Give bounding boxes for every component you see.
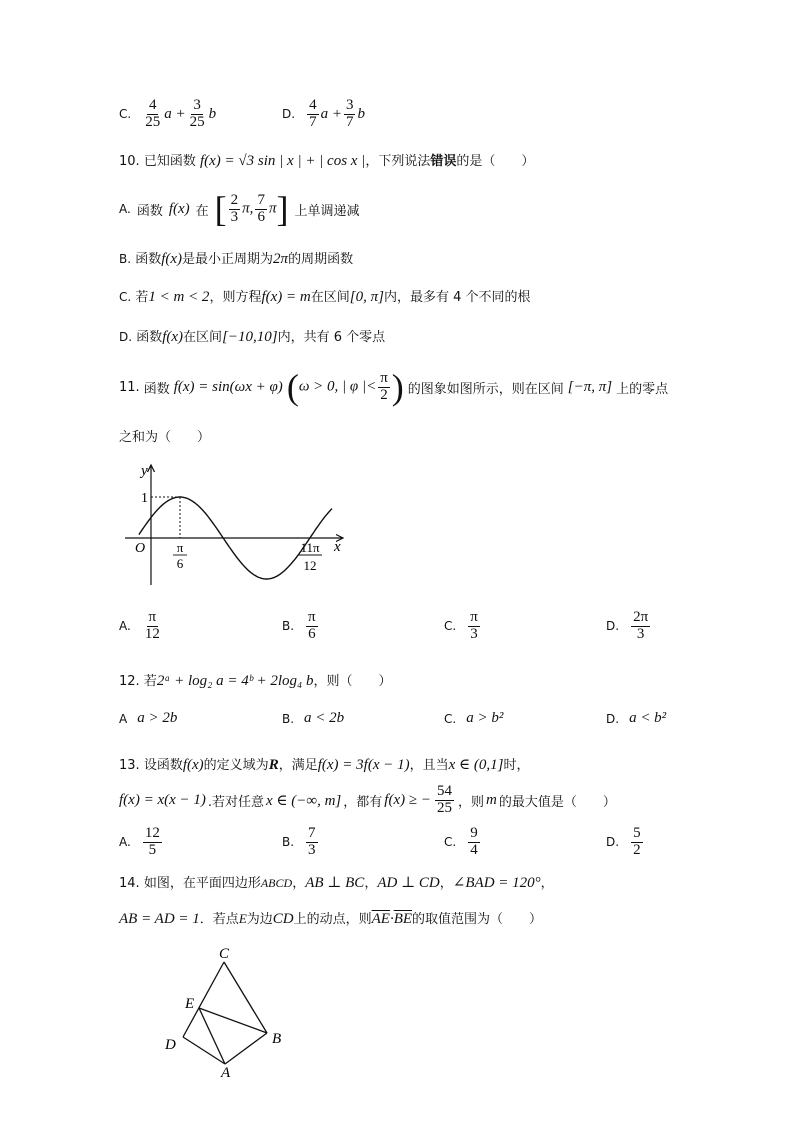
formula: f(x) = sin(ωx + φ) [173, 378, 283, 395]
formula: ω > 0, | φ |< [298, 378, 377, 395]
option-1 [282, 826, 320, 859]
formula: x ∈ (−∞, m] [266, 792, 342, 809]
stem-text: ，下列说法 [365, 154, 431, 169]
y-tick-one: 1 [141, 491, 148, 506]
formula: ∠BAD = 120° [452, 875, 541, 891]
option-label: D. [119, 330, 133, 344]
fraction: $\frac{4}{7}$ [309, 97, 317, 130]
option-label: C. [444, 711, 457, 726]
q10-stem [119, 150, 534, 170]
option-label: B. [282, 619, 295, 634]
option-label: B. [119, 252, 132, 266]
fraction: $\frac{54}{25}$ [436, 783, 452, 816]
question-number: 14. [119, 876, 140, 891]
stem-text: ， [292, 876, 306, 891]
emphasis-text: 错误 [430, 154, 457, 169]
option-2 [444, 826, 482, 859]
stem-text: ， [540, 876, 554, 891]
q13-stem-line2 [119, 784, 616, 817]
formula: 2π [273, 251, 289, 267]
option-text: 在区间 [183, 330, 223, 345]
q14-stem [119, 872, 554, 892]
math-text: a + [320, 105, 342, 122]
option-1 [282, 610, 320, 643]
formula: ABCD [260, 876, 293, 890]
q10-option-c [119, 286, 531, 306]
q12-stem [119, 670, 392, 690]
stem-text: 若 [143, 674, 157, 689]
option-label: B. [282, 711, 295, 726]
stem-text: ，则（ ） [313, 674, 392, 689]
fraction: π 6 [308, 609, 316, 642]
vertex-b-label: B [272, 1031, 282, 1047]
y-axis-label: y [141, 463, 148, 479]
vertex-d-label: D [165, 1037, 176, 1053]
option-label: C. [119, 107, 132, 122]
stem-text: ， [364, 876, 378, 891]
stem-text: 上的零点 [616, 381, 669, 397]
stem-text: ，且当 [409, 758, 449, 773]
stem-text: 的是（ ） [456, 154, 535, 169]
option-1 [282, 710, 344, 727]
option-0 [119, 826, 164, 859]
option-text: 函数 [135, 252, 162, 267]
formula: AD ⊥ CD [377, 875, 440, 891]
option-label: A. [119, 835, 131, 850]
stem-text: 如图，在平面四边形 [143, 876, 261, 891]
option-text: 在区间 [310, 290, 350, 305]
dot-operator: · [389, 911, 394, 927]
option-text: 上单调递减 [294, 203, 360, 219]
stem-text: ，都有 [343, 794, 383, 810]
question-number: 10. [119, 154, 140, 169]
fraction: $\frac{2}{3}$ [230, 191, 239, 225]
formula: a > 2b [137, 710, 178, 726]
stem-text: 为边 [246, 912, 273, 927]
stem-text: ， [439, 876, 453, 891]
option-label: A. [119, 202, 131, 216]
vertex-a-label: A [221, 1065, 231, 1080]
vertex-e-label: E [185, 996, 195, 1012]
stem-text: 的图象如图所示，则在区间 [407, 381, 564, 397]
fraction: $\frac{3}{25}$ [189, 97, 205, 130]
formula: m [485, 791, 497, 808]
formula: E [238, 911, 247, 926]
stem-text: ．若点 [199, 912, 239, 927]
question-number: 12. [119, 674, 140, 689]
option-label: C. [119, 290, 132, 304]
x-tick-11pi12-num: 11π [300, 540, 320, 555]
stem-text: ，满足 [278, 758, 318, 773]
fraction: $\frac{3}{7}$ [345, 97, 354, 130]
option-text: 函数 [136, 203, 163, 219]
formula: [−10,10] [222, 329, 278, 345]
formula: a > b² [466, 710, 504, 726]
formula: [0, π] [349, 289, 384, 305]
fraction: $\frac{\pi}{2}$ [380, 369, 388, 403]
formula: f(x) ≥ − [384, 791, 431, 808]
fraction: $\frac{7}{6}$ [257, 191, 265, 225]
fraction: $\frac{4}{25}$ [145, 97, 161, 130]
formula: f(x) [161, 251, 183, 267]
vector-ae: $\overline{AE}$ [371, 911, 390, 927]
fraction: 5 2 [633, 825, 641, 858]
stem-text: 已知函数 [143, 154, 196, 169]
option-text: 若 [135, 290, 149, 305]
option-label: A. [119, 619, 131, 634]
question-number: 11. [119, 379, 140, 395]
vector-be: $\overline{BE}$ [393, 911, 413, 927]
math-text: π, [242, 200, 254, 217]
option-text: 在 [195, 203, 209, 219]
formula: f(x) = √3 sin | x | + | cos x | [199, 153, 366, 169]
x-tick-pi6-den: 6 [176, 556, 184, 571]
x-tick-11pi12-den: 12 [303, 558, 317, 573]
stem-text: 时， [503, 758, 530, 773]
q11-stem: 11. 函数 f(x) = sin(ωx + φ) (ω > 0, | φ |< $\frac{\pi}{2}$ ) 的图象如图所示，则在区间 [−π, π] 上的零点 [119, 367, 669, 407]
q14-stem-line2 [119, 908, 542, 928]
option-text: ，则方程 [209, 290, 262, 305]
option-0 [119, 610, 164, 643]
question-number: 13. [119, 758, 140, 773]
fraction: π 12 [144, 609, 160, 642]
math-text: a + [164, 105, 186, 122]
formula: 2ᵃ + log₂ a = 4ᵇ + 2log₄ b [156, 673, 314, 689]
option-label: C. [444, 619, 457, 634]
formula: AB = AD = 1 [119, 911, 200, 927]
fraction: 12 5 [144, 825, 160, 858]
formula: f(x) = m [261, 289, 311, 305]
q10-option-a: A. 函数 f(x) 在 [ $\frac{2}{3}$ π, $\frac{7}{6}$ π] 上单调递减 [119, 189, 360, 229]
math-text: b [357, 105, 365, 122]
option-label: B. [282, 835, 295, 850]
option-2 [444, 610, 482, 643]
option-label: D. [606, 619, 620, 634]
option-3 [606, 826, 645, 859]
option-2 [444, 710, 503, 727]
formula: f(x) = 3f(x − 1) [317, 757, 410, 773]
fraction: 2π 3 [633, 609, 649, 642]
q10-option-b [119, 248, 353, 268]
fraction: π 3 [470, 609, 478, 642]
x-tick-pi6-num: π [176, 540, 184, 555]
option-0 [119, 710, 177, 727]
stem-text: .若对任意 [207, 794, 265, 810]
formula: a < 2b [304, 710, 345, 726]
formula: R [268, 757, 279, 773]
stem-text: 的最大值是（ ） [498, 794, 616, 810]
q13-stem [119, 754, 529, 774]
q9-option-d [282, 98, 365, 131]
stem-text: 上的动点，则 [293, 912, 372, 927]
edge-ab [225, 1033, 267, 1064]
formula: f(x) [168, 200, 190, 217]
origin-label: O [135, 541, 146, 556]
option-label: C. [444, 835, 457, 850]
formula: x ∈ (0,1] [448, 757, 504, 773]
formula: [−π, π] [567, 378, 613, 395]
formula: f(x) = x(x − 1) [119, 791, 206, 808]
formula: f(x) [162, 329, 184, 345]
option-label: D. [282, 107, 296, 122]
option-text: 内，最多有 4 个不同的根 [383, 290, 531, 305]
math-text: π [268, 200, 277, 217]
formula: CD [272, 911, 294, 927]
option-3 [606, 610, 652, 643]
fraction: 7 3 [308, 825, 316, 858]
formula: a < b² [629, 710, 667, 726]
option-3 [606, 710, 666, 727]
quadrilateral-figure [155, 940, 305, 1080]
option-text: 的周期函数 [288, 252, 354, 267]
vertex-c-label: C [219, 946, 230, 962]
q9-option-c [119, 98, 216, 131]
edge-cb [224, 962, 267, 1033]
stem-text: 的取值范围为（ ） [412, 912, 543, 927]
stem-text: ，则 [457, 794, 484, 810]
sine-graph [115, 460, 355, 590]
q11-stem-line2: 之和为（ ） [119, 430, 211, 445]
formula: f(x) [182, 757, 204, 773]
x-axis-label: x [334, 539, 341, 555]
option-text: 内，共有 6 个零点 [277, 330, 386, 345]
option-label: A [119, 711, 128, 726]
fraction: 9 4 [470, 825, 478, 858]
q10-option-d [119, 326, 385, 346]
option-text: 是最小正周期为 [182, 252, 274, 267]
formula: 1 < m < 2 [148, 289, 210, 305]
option-label: D. [606, 711, 620, 726]
option-text: 函数 [136, 330, 163, 345]
math-text: b [208, 105, 217, 122]
formula: AB ⊥ BC [305, 875, 365, 891]
stem-text: 的定义域为 [203, 758, 269, 773]
option-label: D. [606, 835, 620, 850]
stem-text: 设函数 [143, 758, 183, 773]
stem-text: 函数 [143, 381, 170, 397]
